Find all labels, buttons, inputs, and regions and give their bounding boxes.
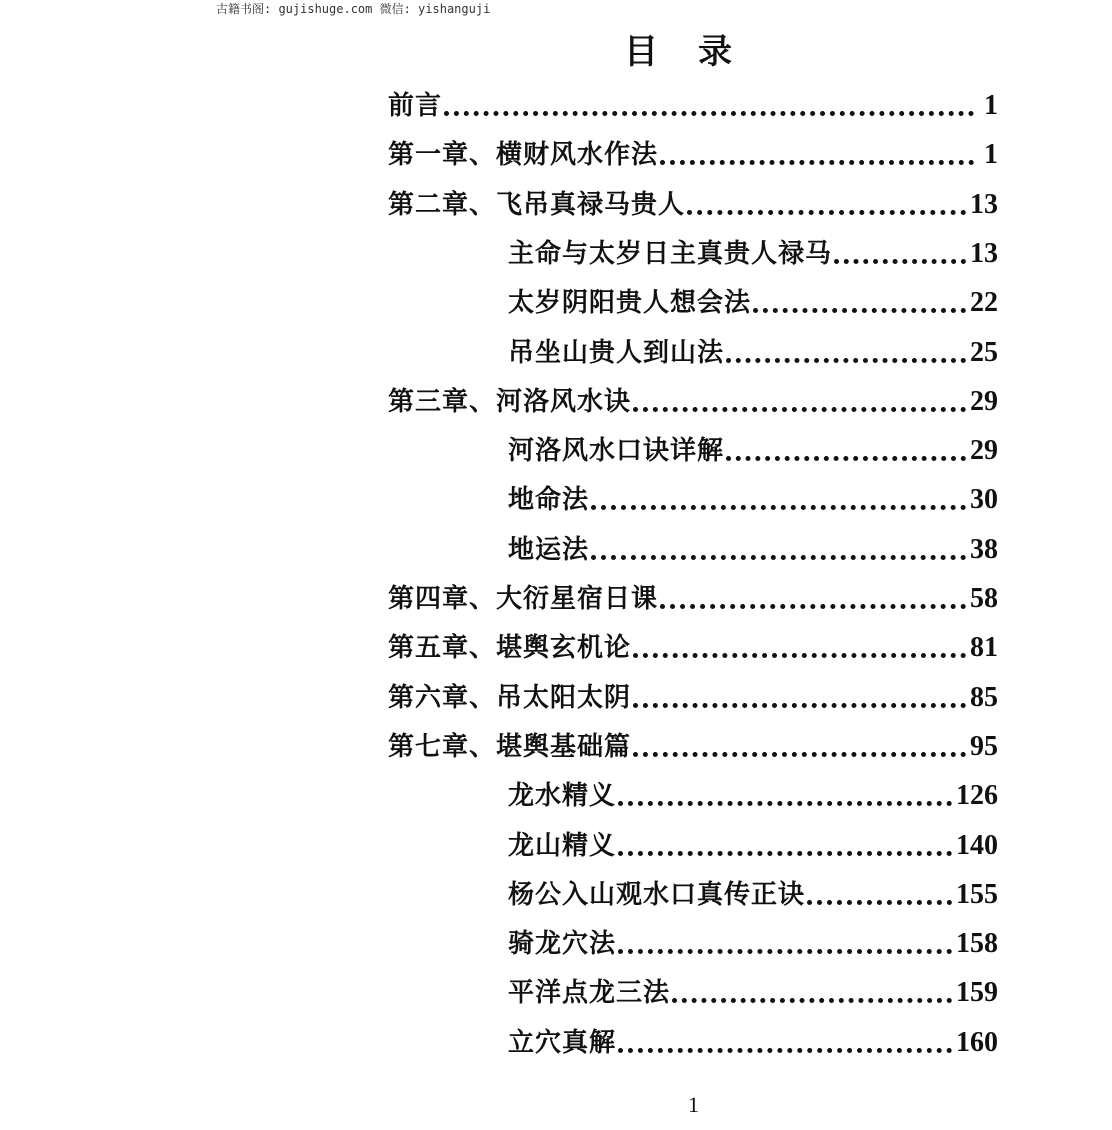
toc-section-row: [508, 871, 998, 911]
toc-section-row: [508, 822, 998, 862]
toc-leader-dots: [444, 103, 974, 116]
toc-chapter-row: [388, 723, 998, 763]
toc-section-row: [508, 279, 998, 319]
toc-section-row: [508, 772, 998, 812]
toc-chapter-row: [388, 131, 998, 171]
toc-leader-dots: [633, 399, 966, 412]
toc-section-row: [508, 230, 998, 270]
toc-entry-page: 1: [984, 139, 998, 170]
toc-entry-page: 140: [956, 830, 998, 861]
toc-section-row: [508, 920, 998, 960]
toc-chapter-row: [388, 181, 998, 221]
toc-chapter-row: [388, 624, 998, 664]
toc-leader-dots: [633, 695, 966, 708]
toc-entry-label: 骑龙穴法: [508, 929, 617, 959]
watermark: 古籍书阁: gujishuge.com 微信: yishanguji: [216, 2, 491, 16]
toc-leader-dots: [618, 843, 952, 856]
toc-entry-label: 河洛风水口诀详解: [508, 436, 725, 466]
toc-chapter-row: [388, 82, 998, 122]
toc-entry-page: 95: [970, 731, 998, 762]
toc-section-row: [508, 427, 998, 467]
toc-leader-dots: [834, 251, 966, 264]
toc-entry-label: 吊坐山贵人到山法: [508, 338, 725, 368]
toc-entry-label: 杨公入山观水口真传正诀: [508, 880, 806, 910]
toc-entry-page: 155: [956, 879, 998, 910]
toc-section-row: [508, 969, 998, 1009]
toc-leader-dots: [633, 645, 966, 658]
toc-chapter-row: [388, 674, 998, 714]
toc-section-row: [508, 476, 998, 516]
toc-leader-dots: [591, 547, 966, 560]
toc-entry-label: 平洋点龙三法: [508, 978, 671, 1008]
toc-entry-label: 第二章、飞吊真禄马贵人: [388, 190, 686, 220]
toc-entry-page: 29: [970, 435, 998, 466]
toc-entry-page: 85: [970, 682, 998, 713]
toc-leader-dots: [591, 497, 966, 510]
toc-entry-page: 25: [970, 337, 998, 368]
toc-entry-label: 太岁阴阳贵人想会法: [508, 288, 752, 318]
page-number: 1: [688, 1092, 699, 1117]
toc-entry-page: 30: [970, 484, 998, 515]
toc-leader-dots: [687, 202, 966, 215]
toc-entry-label: 第三章、河洛风水诀: [388, 387, 632, 417]
toc-entry-page: 126: [956, 780, 998, 811]
toc-entry-page: 58: [970, 583, 998, 614]
toc-entry-label: 地命法: [508, 485, 590, 515]
toc-section-row: [508, 329, 998, 369]
toc-entry-label: 第六章、吊太阳太阴: [388, 683, 632, 713]
toc-section-row: [508, 526, 998, 566]
toc-entry-page: 1: [984, 90, 998, 121]
toc-entry-label: 第七章、堪舆基础篇: [388, 732, 632, 762]
toc-entry-page: 38: [970, 534, 998, 565]
toc-entry-page: 81: [970, 632, 998, 663]
toc-chapter-row: [388, 575, 998, 615]
toc-entry-label: 第一章、横财风水作法: [388, 140, 659, 170]
toc-entry-page: 158: [956, 928, 998, 959]
toc-leader-dots: [618, 941, 952, 954]
page-title: 目录: [624, 32, 772, 72]
toc-leader-dots: [672, 990, 952, 1003]
toc-leader-dots: [807, 892, 952, 905]
toc-entry-label: 前言: [388, 91, 443, 121]
toc-entry-page: 13: [970, 189, 998, 220]
toc-entry-page: 159: [956, 977, 998, 1008]
toc-section-row: [508, 1019, 998, 1059]
toc-entry-page: 29: [970, 386, 998, 417]
toc-leader-dots: [726, 448, 966, 461]
toc-entry-label: 地运法: [508, 535, 590, 565]
toc-leader-dots: [726, 350, 966, 363]
toc-leader-dots: [633, 744, 966, 757]
toc-entry-label: 立穴真解: [508, 1028, 617, 1058]
toc-leader-dots: [753, 300, 966, 313]
toc-entry-label: 龙水精义: [508, 781, 617, 811]
toc-entry-page: 160: [956, 1027, 998, 1058]
toc-entry-page: 13: [970, 238, 998, 269]
toc-entry-page: 22: [970, 287, 998, 318]
toc-entry-label: 主命与太岁日主真贵人禄马: [508, 239, 833, 269]
toc-leader-dots: [618, 1040, 952, 1053]
toc-entry-label: 龙山精义: [508, 831, 617, 861]
toc-leader-dots: [660, 596, 966, 609]
toc-leader-dots: [618, 793, 952, 806]
toc-chapter-row: [388, 378, 998, 418]
toc-leader-dots: [660, 152, 974, 165]
toc-entry-label: 第五章、堪舆玄机论: [388, 633, 632, 663]
toc-entry-label: 第四章、大衍星宿日课: [388, 584, 659, 614]
